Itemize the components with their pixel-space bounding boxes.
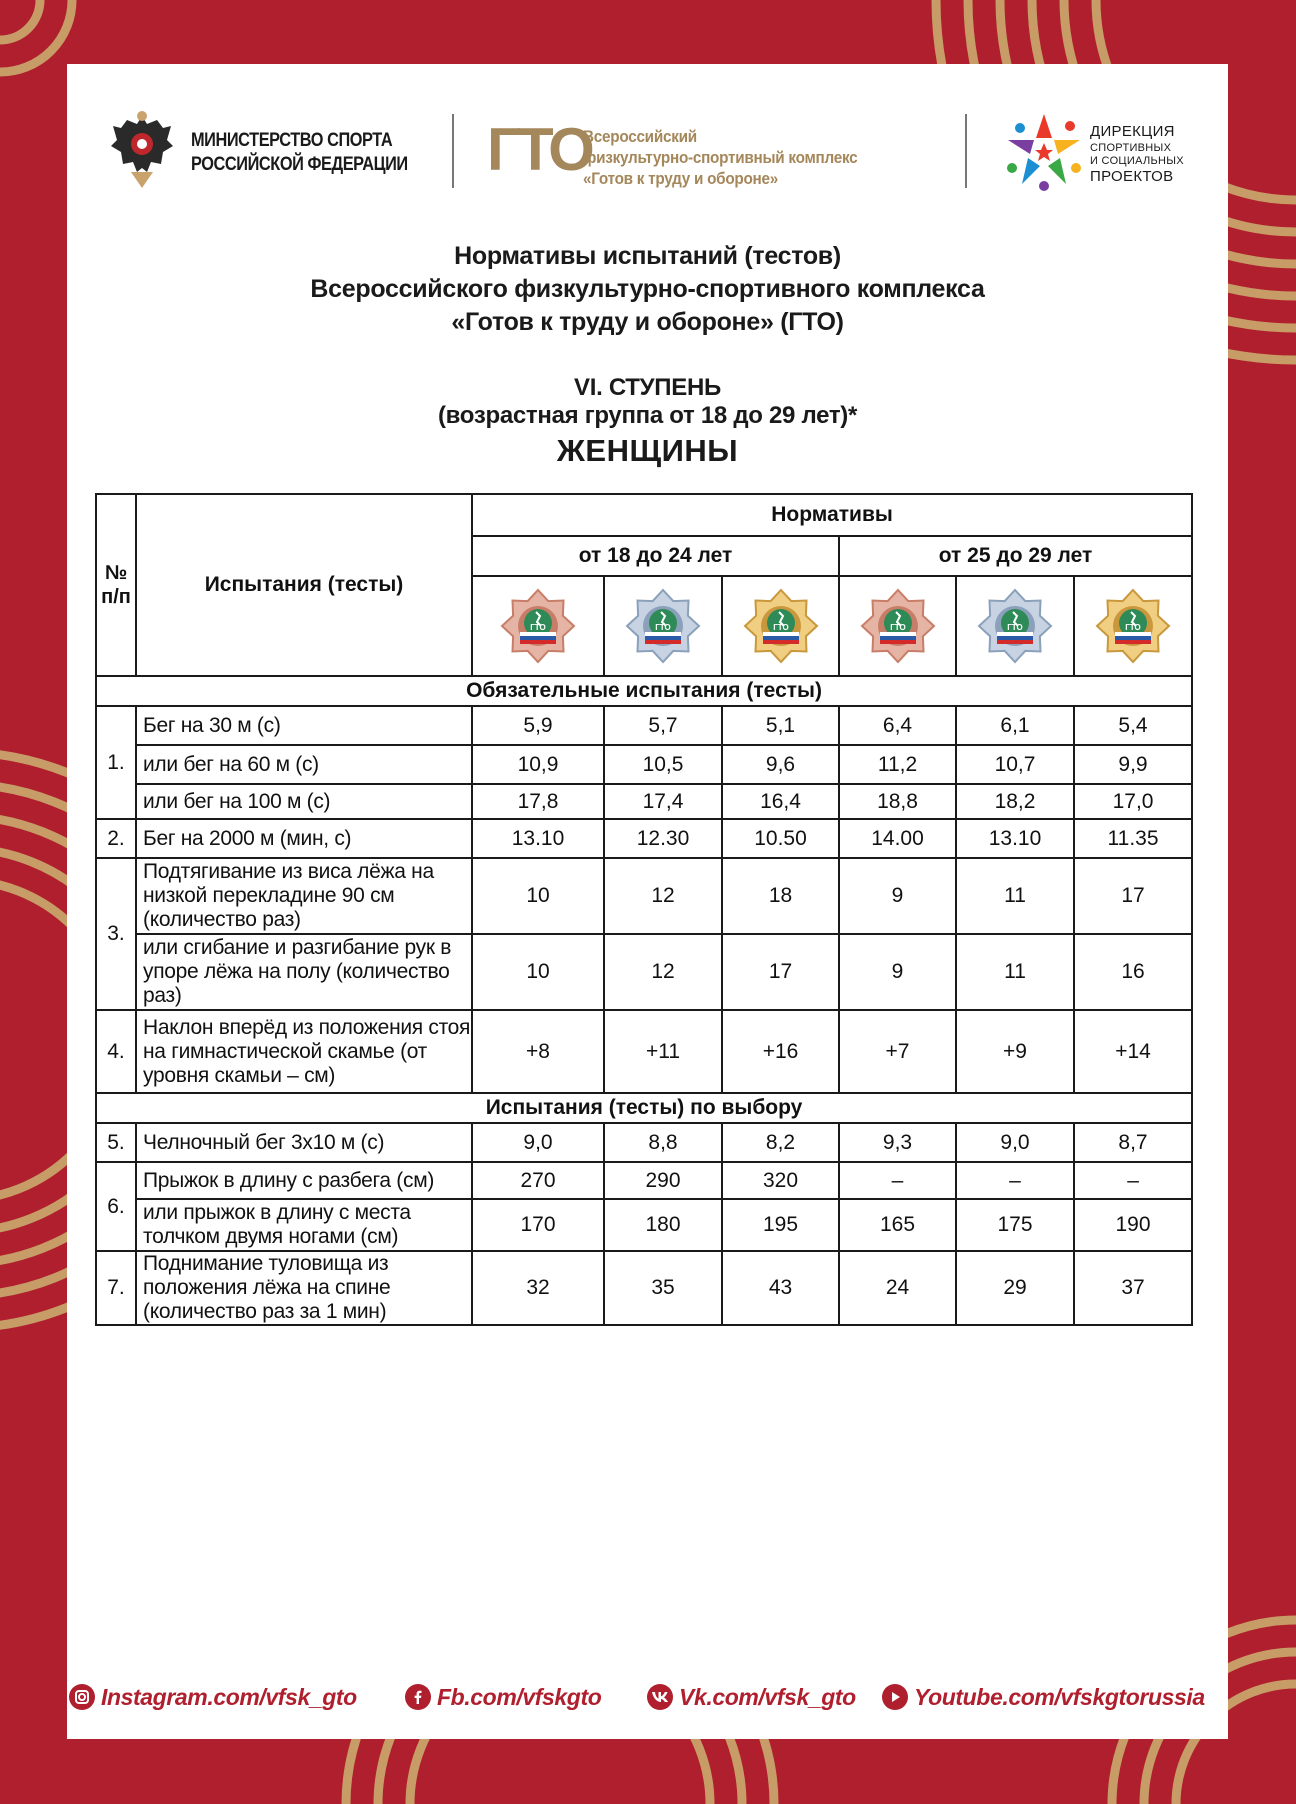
col-header-num [96,494,136,676]
norm-value: 18,2 [956,784,1074,819]
badge-cell [604,576,722,676]
silver-badge-icon [975,586,1055,666]
norm-value: 5,1 [722,706,839,745]
document-sheet [67,64,1228,1739]
norm-value: 12 [604,858,722,934]
directorate-star-icon [1002,108,1086,192]
svg-text:ГТО: ГТО [1125,623,1141,632]
badge-cell [1074,576,1192,676]
norm-value: 10,5 [604,745,722,784]
test-name: Бег на 30 м (с) [136,706,472,745]
norm-value: +14 [1074,1010,1192,1093]
age-group-header-18-24: от 18 до 24 лет [472,536,839,576]
norm-value: 6,4 [839,706,956,745]
svg-text:ГТО: ГТО [530,623,546,632]
norm-value: 195 [722,1199,839,1251]
badge-cell [839,576,956,676]
youtube-link-label: Youtube.com/vfskgtorussia [914,1683,1205,1710]
norm-value: 11,2 [839,745,956,784]
row-number: 4. [96,1010,136,1093]
norm-value: 290 [604,1162,722,1199]
facebook-link[interactable] [405,1677,601,1717]
ministry-line-1: МИНИСТЕРСТВО СПОРТА [191,130,393,151]
directorate-line-3: И СОЦИАЛЬНЫХ [1090,155,1184,167]
norm-value: 9 [839,934,956,1010]
svg-text:ГТО: ГТО [889,623,906,632]
svg-text:ГТО: ГТО [1007,623,1023,632]
table-row [96,1251,1192,1325]
norm-value: +7 [839,1010,956,1093]
gto-description [583,126,961,189]
norm-value: 8,7 [1074,1123,1192,1162]
norm-value: 8,8 [604,1123,722,1162]
page-title [67,240,1228,339]
norm-value: 10.50 [722,819,839,858]
row-number: 7. [96,1251,136,1325]
norm-value: +8 [472,1010,604,1093]
row-number: 2. [96,819,136,858]
norm-value: 13.10 [472,819,604,858]
gto-wordmark-text: ГТО [487,116,591,183]
gto-logo [487,118,1007,198]
table-row [96,784,1192,819]
test-name: Бег на 2000 м (мин, с) [136,819,472,858]
norm-value: 10,7 [956,745,1074,784]
norm-value: – [1074,1162,1192,1199]
norm-value: 9,6 [722,745,839,784]
gto-line-2: физкультурно-спортивный комплекс [583,148,858,167]
norm-value: 5,9 [472,706,604,745]
norm-value: 10 [472,858,604,934]
directorate-line-1: ДИРЕКЦИЯ [1090,123,1175,140]
norm-value: 9 [839,858,956,934]
norm-value: 9,0 [956,1123,1074,1162]
bronze-badge-icon [858,586,938,666]
table-row [96,934,1192,1010]
bronze-badge-icon [498,586,578,666]
norm-value: 320 [722,1162,839,1199]
stage-label: VI. СТУПЕНЬ [574,374,721,401]
norm-value: 175 [956,1199,1074,1251]
col-header-num-label: № п/п [101,562,131,608]
norm-value: +16 [722,1010,839,1093]
norm-value: 8,2 [722,1123,839,1162]
norm-value: 35 [604,1251,722,1325]
table-row [96,819,1192,858]
norm-value: 9,3 [839,1123,956,1162]
silver-badge-icon [623,586,703,666]
norm-value: – [956,1162,1074,1199]
badge-cell [956,576,1074,676]
norm-value: 190 [1074,1199,1192,1251]
norm-value: 10,9 [472,745,604,784]
youtube-link[interactable] [882,1677,1205,1717]
table-row [96,858,1192,934]
coat-of-arms-icon [109,110,175,190]
gold-badge-icon [741,586,821,666]
test-name: Прыжок в длину с разбега (см) [136,1162,472,1199]
norms-table [95,493,1193,1326]
instagram-icon [69,1684,95,1710]
age-group-label: (возрастная группа от 18 до 29 лет)* [437,402,858,429]
test-name: или сгибание и разгибание рук в упоре лёжа на полу (количество раз) [136,934,472,1010]
test-name: Подтягивание из виса лёжа на низкой перекладине 90 см (количество раз) [136,858,472,934]
table-row [96,706,1192,745]
age-group-header-25-29: от 25 до 29 лет [839,536,1192,576]
norm-value: 5,7 [604,706,722,745]
norm-value: +11 [604,1010,722,1093]
gto-line-3: «Готов к труду и обороне» [583,169,779,188]
norm-value: 16 [1074,934,1192,1010]
table-row [96,1010,1192,1093]
vk-link[interactable] [647,1677,856,1717]
test-name: или бег на 60 м (с) [136,745,472,784]
title-line-2: Всероссийского физкультурно-спортивного комплекса [310,275,985,303]
norm-value: 24 [839,1251,956,1325]
norm-value: 11 [956,858,1074,934]
norm-value: +9 [956,1010,1074,1093]
directorate-line-2: СПОРТИВНЫХ [1090,142,1172,154]
facebook-icon [405,1684,431,1710]
svg-text:ГТО: ГТО [772,623,789,632]
row-number: 1. [96,706,136,819]
vk-icon [647,1684,673,1710]
norm-value: 29 [956,1251,1074,1325]
norm-value: 11 [956,934,1074,1010]
badge-cell [472,576,604,676]
vk-link-label: Vk.com/vfsk_gto [679,1683,856,1710]
section-required: Обязательные испытания (тесты) [96,676,1192,706]
gold-badge-icon [1093,586,1173,666]
norm-value: 170 [472,1199,604,1251]
directorate-line-4: ПРОЕКТОВ [1090,168,1174,185]
gender-heading: ЖЕНЩИНЫ [556,433,739,468]
gto-wordmark [487,116,591,183]
norm-value: 6,1 [956,706,1074,745]
stage-heading [67,374,1228,430]
youtube-icon [882,1684,908,1710]
norm-value: 17,8 [472,784,604,819]
norm-value: 16,4 [722,784,839,819]
test-name: Наклон вперёд из положения стоя на гимнастической скамье (от уровня скамьи – см) [136,1010,472,1093]
col-header-norms: Нормативы [472,494,1192,536]
norm-value: 9,9 [1074,745,1192,784]
norm-value: 12.30 [604,819,722,858]
norm-value: 13.10 [956,819,1074,858]
test-name: или бег на 100 м (с) [136,784,472,819]
row-number: 5. [96,1123,136,1162]
badge-cell [722,576,839,676]
title-line-3: «Готов к труду и обороне» (ГТО) [451,308,844,336]
ministry-logo [109,110,459,210]
ministry-line-2: РОССИЙСКОЙ ФЕДЕРАЦИИ [191,154,408,175]
norm-value: 17 [722,934,839,1010]
gto-line-1: Всероссийский [583,127,697,146]
norm-value: 37 [1074,1251,1192,1325]
header-divider [965,114,967,188]
instagram-link[interactable] [69,1677,357,1717]
row-number: 6. [96,1162,136,1251]
table-row [96,1123,1192,1162]
table-row [96,1199,1192,1251]
directorate-logo [1002,108,1202,208]
title-line-1: Нормативы испытаний (тестов) [454,242,841,270]
norm-value: 9,0 [472,1123,604,1162]
table-row [96,1162,1192,1199]
test-name: Челночный бег 3х10 м (с) [136,1123,472,1162]
norm-value: 17,0 [1074,784,1192,819]
norm-value: 43 [722,1251,839,1325]
test-name: или прыжок в длину с места толчком двумя ногами (см) [136,1199,472,1251]
norm-value: 14.00 [839,819,956,858]
norm-value: 10 [472,934,604,1010]
table-row [96,745,1192,784]
instagram-link-label: Instagram.com/vfsk_gto [101,1683,357,1710]
social-footer [67,1677,1228,1717]
svg-text:ГТО: ГТО [655,623,671,632]
norm-value: 18 [722,858,839,934]
facebook-link-label: Fb.com/vfskgto [437,1683,602,1710]
norm-value: 11.35 [1074,819,1192,858]
row-number: 3. [96,858,136,1010]
ministry-name [191,129,423,177]
norm-value: 180 [604,1199,722,1251]
norm-value: 17,4 [604,784,722,819]
norm-value: 12 [604,934,722,1010]
header-divider [452,114,454,188]
col-header-test: Испытания (тесты) [136,494,472,676]
norm-value: 17 [1074,858,1192,934]
norm-value: – [839,1162,956,1199]
test-name: Поднимание туловища из положения лёжа на спине (количество раз за 1 мин) [136,1251,472,1325]
norm-value: 5,4 [1074,706,1192,745]
header [67,64,1228,254]
norm-value: 270 [472,1162,604,1199]
norm-value: 32 [472,1251,604,1325]
norm-value: 165 [839,1199,956,1251]
norm-value: 18,8 [839,784,956,819]
section-optional: Испытания (тесты) по выбору [96,1093,1192,1123]
